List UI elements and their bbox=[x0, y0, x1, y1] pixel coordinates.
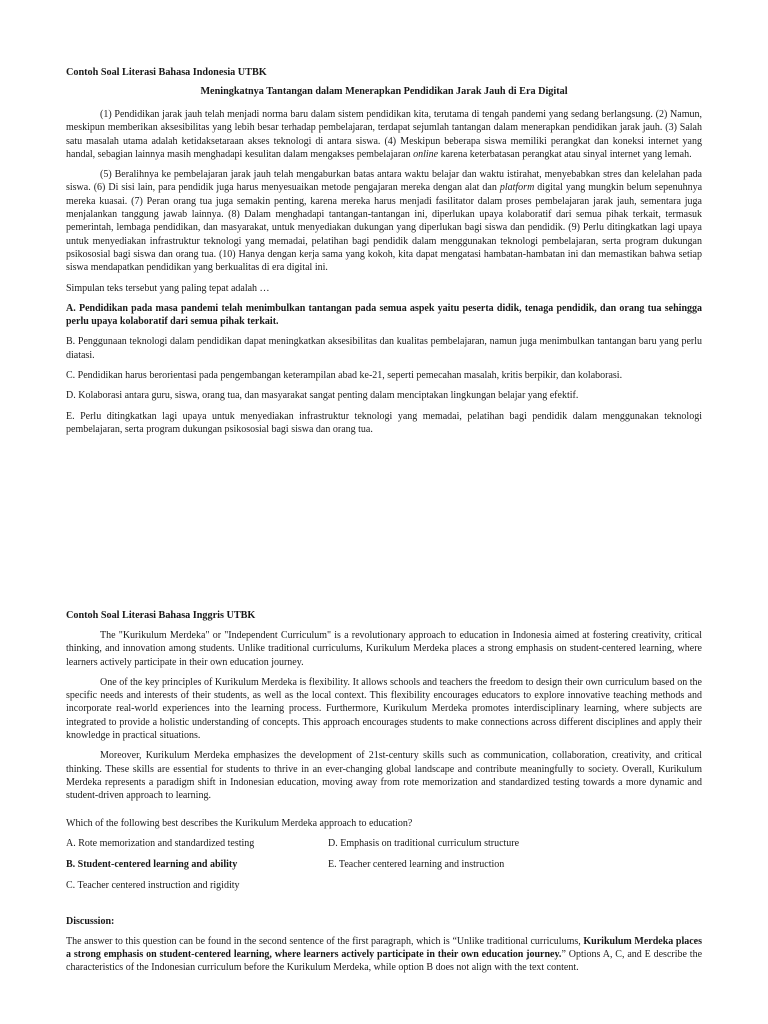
option-e: E. Perlu ditingkatkan lagi upaya untuk menyediakan infrastruktur teknologi yang memadai, pelatihan bagi pendidik dalam menggunakan teknologi pembelajaran, serta program dukungan psikososial bagi siswa dan orang tua. bbox=[66, 410, 702, 435]
section-english bbox=[66, 609, 702, 982]
passage-paragraph-1: (1) Pendidikan jarak jauh telah menjadi norma baru dalam sistem pendidikan kita, terutama di tengah pandemi yang sedang berlangsung. (2) Namun, meskipun memberikan aksesibilitas yang lebih besar terhadap pembelajaran, terdapat sejumlah tantangan dalam menerapkan pendidikan jarak jauh. (3) Salah satu masalah utama adalah ketidaksetaraan akses teknologi di antara siswa. (4) Meskipun beberapa siswa memiliki perangkat dan koneksi internet yang handal, sebagian lainnya masih menghadapi kesulitan dalam mengakses pembelajaran online karena keterbatasan perangkat atau sinyal internet yang lemah. bbox=[66, 109, 702, 160]
option-c: C. Teacher centered instruction and rigidity bbox=[66, 880, 240, 892]
option-d: D. Emphasis on traditional curriculum structure bbox=[328, 837, 520, 849]
options-grid bbox=[66, 837, 702, 893]
passage-paragraph-1: The "Kurikulum Merdeka" or "Independent Curriculum" is a revolutionary approach to education in Indonesia aimed at fostering creativity, critical thinking, and innovation among students. Unlike traditional curriculums, Kurikulum Merdeka places a strong emphasis on student-centered learning, where learners actively participate in their own education journey. bbox=[66, 630, 702, 668]
option-c: C. Pendidikan harus berorientasi pada pengembangan keterampilan abad ke-21, seperti pemecahan masalah, kritis berpikir, dan kolaborasi. bbox=[66, 370, 623, 382]
passage-paragraph-3: Moreover, Kurikulum Merdeka emphasizes the development of 21st-century skills such as communication, collaboration, creativity, and critical thinking. These skills are essential for students to thrive in an ever-changing global landscape and contribute meaningfully to society. Overall, Kurikulum Merdeka represents a paradigm shift in Indonesian education, moving away from rote memorization and standardized testing towards a more dynamic and student-driven approach to learning. bbox=[66, 750, 702, 802]
question-text: Which of the following best describes the Kurikulum Merdeka approach to education? bbox=[66, 817, 413, 829]
option-b: B. Student-centered learning and ability bbox=[66, 859, 238, 871]
passage-paragraph-2: (5) Beralihnya ke pembelajaran jarak jauh telah mengaburkan batas antara waktu belajar dan waktu istirahat, menyebabkan stres dan kelelahan pada siswa. (6) Di sisi lain, para pendidik juga harus menyesuaikan metode pengajaran mereka dengan alat dan platform digital yang mungkin belum sepenuhnya mereka kuasai. (7) Peran orang tua juga semakin penting, karena mereka harus menjadi fasilitator dalam proses pembelajaran jarak jauh, sementara juga menjalankan tanggung jawab lainnya. (8) Dalam menghadapi tantangan-tantangan ini, diperlukan upaya kolaboratif dari semua pihak terkait, termasuk pemerintah, lembaga pendidikan, dan masyarakat, untuk menyediakan dukungan yang diperlukan bagi siswa dan pendidik. (9) Perlu ditingkatkan lagi upaya untuk menyediakan infrastruktur teknologi yang memadai, pelatihan bagi pendidik dalam menggunakan teknologi pembelajaran, serta program dukungan psikososial bagi siswa dan orang tua. (10) Hanya dengan kerja sama yang kokoh, kita dapat mengatasi hambatan-hambatan ini dan memastikan bahwa setiap siswa mendapatkan pendidikan yang berkualitas di era digital ini. bbox=[66, 169, 703, 274]
passage-paragraph-2: One of the key principles of Kurikulum Merdeka is flexibility. It allows schools and teachers the freedom to design their own curriculum based on the specific needs and interests of their students, as well as the local context. This flexibility encourages educators to explore innovative teaching methods and incorporate real-world experiences into the learning process. Furthermore, Kurikulum Merdeka promotes interdisciplinary learning, where subjects are integrated to provide a holistic understanding of concepts. This approach encourages students to make connections across different disciplines and apply their knowledge in practical situations. bbox=[66, 676, 702, 742]
section-heading: Contoh Soal Literasi Bahasa Inggris UTBK bbox=[66, 610, 256, 621]
section-indonesian bbox=[66, 66, 702, 443]
option-b: B. Penggunaan teknologi dalam pendidikan dapat meningkatkan aksesibilitas dan kualitas pembelajaran, namun juga menimbulkan tantangan baru yang perlu diatasi. bbox=[66, 336, 702, 361]
option-a: A. Rote memorization and standardized testing bbox=[66, 837, 255, 849]
discussion-text: The answer to this question can be found in the second sentence of the first paragraph, which is “Unlike traditional curriculums, Kurikulum Merdeka places a strong emphasis on student-centered learning, where learners actively participate in their own education journey.” Options A, C, and E describe the characteristics of the Indonesian curriculum before the Kurikulum Merdeka, while option B does not align with the text content. bbox=[66, 935, 703, 974]
option-a: A. Pendidikan pada masa pandemi telah menimbulkan tantangan pada semua aspek yaitu peserta didik, tenaga pendidik, dan orang tua sehingga perlu upaya kolaboratif dari semua pihak terkait. bbox=[66, 302, 702, 328]
option-d: D. Kolaborasi antara guru, siswa, orang tua, dan masyarakat sangat penting dalam menciptakan lingkungan belajar yang efektif. bbox=[66, 390, 579, 402]
option-e: E. Teacher centered learning and instruction bbox=[328, 859, 505, 871]
discussion-heading: Discussion: bbox=[66, 915, 115, 927]
passage-title: Meningkatnya Tantangan dalam Menerapkan Pendidikan Jarak Jauh di Era Digital bbox=[200, 86, 568, 97]
question-text: Simpulan teks tersebut yang paling tepat adalah … bbox=[66, 282, 270, 294]
section-heading: Contoh Soal Literasi Bahasa Indonesia UTBK bbox=[66, 67, 267, 78]
